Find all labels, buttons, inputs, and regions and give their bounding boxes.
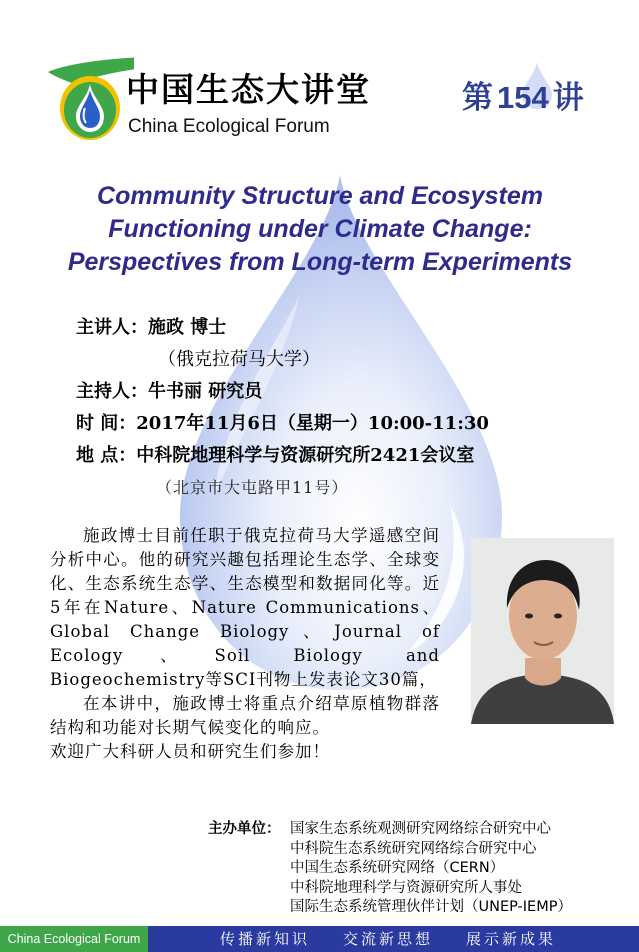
host: 主持人：牛书丽 研究员 — [76, 381, 263, 402]
bio-paragraph-1: 施政博士目前任职于俄克拉荷马大学遥感空间分析中心。他的研究兴趣包括理论生态学、全球变化、生态系统生态学、生态模型和数据同化等。近5年在Nature、Nature Communications、Global Change Biology、Journal of Ecology、Soil Biology and Biogeochemistry等SCI刊物上发表论文30篇， — [50, 526, 440, 689]
speaker: 主讲人：施政 博士 — [76, 317, 227, 338]
speaker-photo — [471, 538, 614, 724]
title-line-3: Perspectives from Long-term Experiments — [67, 248, 573, 276]
sponsor-item: 中国生态系统研究网络（CERN） — [290, 860, 505, 876]
title-line-1: Community Structure and Ecosystem — [97, 182, 543, 210]
sponsor-item: 中科院生态系统研究网络综合研究中心 — [290, 840, 537, 857]
footer-bar — [0, 926, 639, 952]
title-line-2: Functioning under Climate Change: — [108, 215, 532, 243]
lecture-prefix: 第 — [462, 80, 493, 116]
footer-brand: China Ecological Forum — [0, 926, 148, 952]
sponsor-item: 中科院地理科学与资源研究所人事处 — [290, 879, 522, 896]
logo-english-text: China Ecological Forum — [128, 116, 330, 137]
footer-slogan: 传播新知识 — [220, 930, 311, 948]
logo-drop-icon — [44, 50, 134, 146]
sponsors-label: 主办单位： — [208, 821, 281, 837]
footer-slogan: 展示新成果 — [466, 930, 557, 948]
logo-chinese-text: 中国生态大讲堂 — [126, 70, 371, 109]
forum-logo — [44, 50, 371, 146]
lecture-suffix: 讲 — [552, 80, 584, 116]
lecture-title — [20, 180, 620, 279]
lecture-number-value: 154 — [497, 80, 549, 115]
bio-paragraph-3: 欢迎广大科研人员和研究生们参加！ — [50, 742, 330, 761]
bio-paragraph-2: 在本讲中，施政博士将重点介绍草原植物群落结构和功能对长期气候变化的响应。 — [50, 694, 440, 737]
sponsors-list — [290, 820, 572, 918]
address: （北京市大屯路甲11号） — [156, 478, 349, 497]
sponsor-item: 国家生态系统观测研究网络综合研究中心 — [290, 821, 551, 837]
speaker-bio — [50, 524, 440, 764]
speaker-affiliation: （俄克拉荷马大学） — [158, 349, 320, 370]
footer-slogan: 交流新思想 — [343, 930, 434, 948]
place: 地 点：中科院地理科学与资源研究所2421会议室 — [76, 445, 475, 466]
sponsor-item: 国际生态系统管理伙伴计划（UNEP-IEMP） — [290, 899, 572, 915]
footer-slogans — [148, 926, 639, 952]
lecture-number — [462, 72, 584, 117]
time: 时 间：2017年11月6日（星期一）10:00-11:30 — [76, 413, 489, 434]
lecture-info — [76, 312, 489, 504]
speaker-portrait-icon — [471, 538, 614, 724]
